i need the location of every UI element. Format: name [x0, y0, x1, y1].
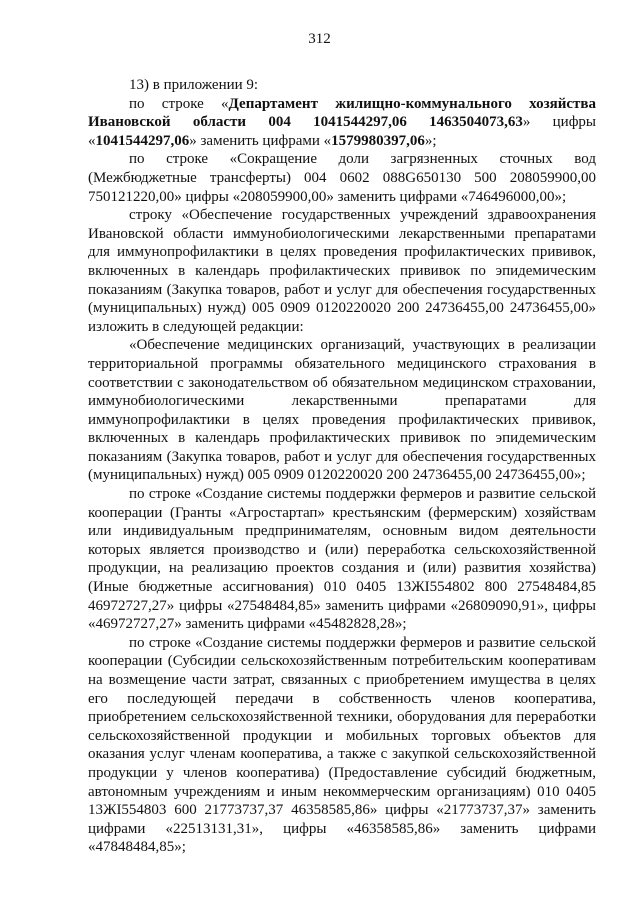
paragraph-farmers-cooperatives: по строке «Создание системы поддержки фермеров и развитие сельской кооперации (Субсидии сельскохозяйственным потребительским кооперативам на возмещение части затрат, связанных с приобретением имущества в целях его последующей передачи в собственность членов кооператива, приобретением сельскохозяйственной техники, оборудования для переработки сельскохозяйственной продукции и мобильных торговых объектов для оказания услуг членам кооператива, а также с закупкой сельскохозяйственной продукции у членов кооператива) (Предоставление субсидий бюджетным, автономным учреждениям и иным некоммерческим организациям) 010 0405 13ЖI554803 600 21773737,37 46358585,86» цифры «21773737,37» заменить цифрами «22513131,31», цифры «46358585,86» заменить цифрами «47848484,85»;	[88, 634, 596, 856]
document-body	[88, 76, 596, 857]
p1-new-value: 1579980397,06	[331, 132, 425, 149]
paragraph-farmers-grants: по строке «Создание системы поддержки фермеров и развитие сельской кооперации (Гранты «Агростартап» крестьянским (фермерским) хозяйствам или индивидуальным предпринимателям, основным видом деятельности которых является производство и (или) переработка сельскохозяйственной продукции, на реализацию проектов создания и (или) развития хозяйства) (Иные бюджетные ассигнования) 010 0405 13ЖI554802 800 27548484,85 46972727,27» цифры «27548484,85» заменить цифрами «26809090,91», цифры «46972727,27» заменить цифрами «45482828,28»;	[88, 486, 596, 633]
p1-text-a: по строке «	[129, 95, 229, 112]
p1-text-g: »;	[424, 132, 437, 149]
paragraph-healthcare-old: строку «Обеспечение государственных учреждений здравоохранения Ивановской области иммунобиологическими лекарственными препаратами для иммунопрофилактики в целях проведения профилактических прививок, включенных в календарь профилактических прививок по эпидемическим показаниям (Закупка товаров, работ и услуг для обеспечения государственных (муниципальных) нужд) 005 0909 0120220020 200 24736455,00 24736455,00» изложить в следующей редакции:	[88, 207, 596, 335]
p1-text-c: » цифры «	[88, 114, 596, 149]
paragraph-department-housing	[88, 95, 596, 151]
p1-text-e: » заменить цифрами «	[189, 132, 332, 149]
page-number: 312	[308, 31, 331, 47]
item-heading: 13) в приложении 9:	[129, 77, 259, 93]
paragraph-healthcare-new: «Обеспечение медицинских организаций, участвующих в реализации территориальной программы обязательного медицинского страхования в соответствии с законодательством об обязательном медицинском страховании, иммунобиологическими лекарственными препаратами для иммунопрофилактики в целях проведения профилактических прививок, включенных в календарь профилактических прививок по эпидемическим показаниям (Закупка товаров, работ и услуг для обеспечения государственных (муниципальных) нужд) 005 0909 0120220020 200 24736455,00 24736455,00»;	[88, 337, 596, 484]
p1-old-value: 1041544297,06	[95, 132, 190, 149]
p1-department-name: Департамент жилищно-коммунального хозяйства Ивановской области 004 1041544297,06 1463504073,63	[88, 95, 596, 131]
paragraph-wastewater: по строке «Сокращение доли загрязненных сточных вод (Межбюджетные трансферты) 004 0602 088G650130 500 208059900,00 750121220,00» цифры «208059900,00» заменить цифрами «746496000,00»;	[88, 151, 596, 205]
